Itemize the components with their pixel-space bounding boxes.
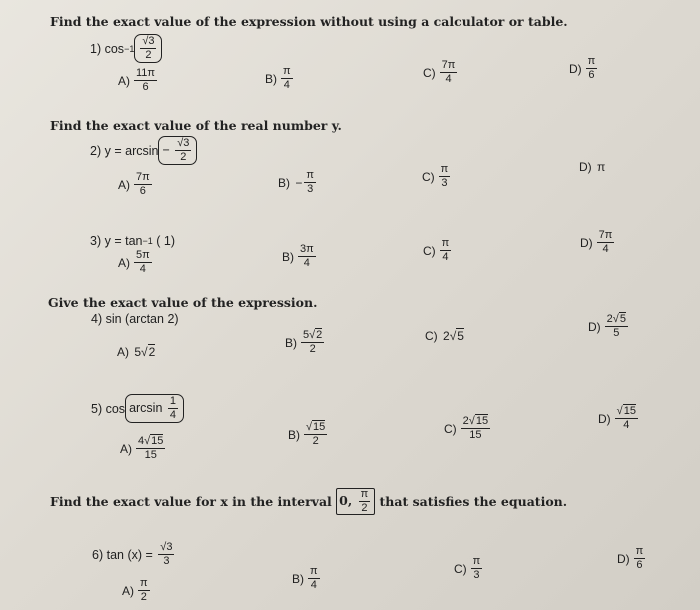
q6-rhs-num: √3 (160, 541, 173, 553)
q6-d-label: D) (617, 551, 630, 566)
q2-option-c[interactable] (422, 164, 452, 189)
q1-option-c[interactable] (423, 60, 459, 85)
question-6 (92, 542, 176, 567)
interval-left: 0, (339, 493, 353, 508)
q1-number: 1) (90, 41, 102, 56)
q2-sign: − (162, 142, 170, 157)
q5-option-a[interactable]: A) $\frac{4√15}{15}$ (120, 435, 164, 461)
q1-exp: −1 (124, 43, 135, 54)
q4-c-coef: 2 (443, 328, 450, 343)
q1-bracket (134, 34, 162, 63)
q2-number: 2) (90, 143, 102, 158)
section-4-suffix: that satisfies the equation. (379, 494, 568, 509)
q5-a-coef: 4 (138, 435, 145, 447)
q1-d-den: 6 (588, 69, 595, 81)
q3-b-num: 3π (300, 243, 314, 255)
q1-c-label: C) (423, 65, 436, 80)
q3-exp: −1 (142, 236, 153, 246)
q4-a-label: A) (117, 344, 129, 359)
q6-c-den: 3 (473, 569, 480, 581)
q4-d-label: D) (588, 319, 601, 334)
q3-d-num: 7π (598, 229, 613, 241)
q1-b-label: B) (265, 71, 277, 86)
q6-a-num: π (140, 577, 148, 589)
q5-c-coef: 2 (462, 415, 469, 427)
q2-b-label: B) (278, 175, 290, 190)
q4-option-c[interactable]: C) 2 √ 5 (425, 328, 464, 343)
question-3 (90, 234, 175, 248)
q5-arg-den: 4 (169, 409, 177, 421)
q6-option-a[interactable] (122, 578, 152, 603)
q5-a-rad: 15 (151, 435, 164, 447)
q5-arg-num: 1 (169, 395, 177, 407)
q1-b-num: π (283, 65, 291, 77)
section-4-prefix: Find the exact value for x in the interval (50, 494, 332, 509)
q1-d-num: π (587, 55, 596, 67)
q1-option-d[interactable] (569, 56, 599, 81)
interval-bracket (336, 488, 375, 515)
q5-c-rad: 15 (475, 415, 489, 427)
q6-option-d[interactable] (617, 546, 647, 571)
q4-c-rad: 5 (457, 329, 464, 343)
q1-arg-den: 2 (145, 49, 152, 61)
question-5 (91, 394, 184, 423)
q3-lhs: y = (104, 234, 122, 248)
q6-a-label: A) (122, 583, 134, 598)
q2-b-sign: − (295, 175, 303, 190)
q6-number: 6) (92, 547, 104, 562)
q2-a-num: 7π (136, 171, 150, 183)
q5-a-den: 15 (144, 449, 157, 461)
q5-c-den: 15 (469, 429, 482, 441)
q5-inner: arcsin (129, 400, 163, 415)
q1-b-den: 4 (283, 79, 290, 91)
q6-c-label: C) (454, 561, 467, 576)
q1-func: cos (104, 41, 125, 56)
q6-b-label: B) (292, 571, 304, 586)
q4-b-label: B) (285, 335, 297, 350)
q4-d-coef: 2 (606, 313, 613, 325)
q3-option-d[interactable] (580, 230, 616, 255)
q5-bracket (125, 394, 184, 423)
q2-func: arcsin (125, 143, 159, 158)
q6-lhs: tan (x) = (106, 547, 153, 562)
q5-b-den: 2 (312, 435, 319, 447)
q2-option-d[interactable] (579, 160, 605, 174)
q1-c-den: 4 (445, 73, 452, 85)
q3-d-label: D) (580, 235, 593, 250)
q3-option-a[interactable] (118, 250, 154, 275)
q1-arg-num: √3 (142, 35, 155, 47)
q2-b-num: π (306, 169, 314, 181)
section-1-title: Find the exact value of the expression without using a calculator or table. (50, 14, 568, 29)
q5-a-label: A) (120, 441, 132, 456)
question-1 (90, 34, 162, 63)
q2-option-b[interactable] (278, 170, 318, 195)
q5-func: cos (105, 401, 126, 416)
question-4 (91, 312, 179, 326)
q6-d-den: 6 (636, 559, 643, 571)
q6-b-den: 4 (310, 579, 317, 591)
q3-d-den: 4 (602, 243, 609, 255)
q3-number: 3) (90, 234, 102, 248)
interval-den: 2 (361, 502, 368, 514)
q5-b-rad: 15 (313, 421, 326, 433)
q2-a-den: 6 (139, 185, 146, 197)
q3-func: tan (125, 234, 143, 248)
q4-b-rad: 2 (316, 329, 323, 341)
q1-a-num: 11π (136, 67, 156, 79)
q4-b-coef: 5 (303, 329, 310, 341)
q1-c-num: 7π (441, 59, 456, 71)
q6-rhs-den: 3 (163, 555, 170, 567)
q4-option-a[interactable]: A) 5 √ 2 (117, 344, 156, 359)
q4-d-rad: 5 (619, 313, 626, 325)
q4-option-d[interactable]: D) $\frac{2√5}{5}$ (588, 313, 626, 339)
section-2-title: Find the exact value of the real number y. (50, 118, 342, 133)
q2-lhs: y = (104, 143, 122, 158)
q6-option-c[interactable] (454, 556, 484, 581)
q2-bracket (158, 136, 197, 165)
q2-arg-num: √3 (177, 137, 190, 149)
q2-a-label: A) (118, 177, 130, 192)
q3-b-label: B) (282, 249, 294, 264)
q3-c-num: π (441, 237, 450, 249)
q2-c-num: π (440, 163, 449, 175)
q2-c-label: C) (422, 169, 435, 184)
q1-a-label: A) (118, 73, 130, 88)
q2-d-value: π (597, 160, 606, 174)
q3-a-num: 5π (136, 249, 150, 261)
q5-d-rad: 15 (623, 405, 636, 417)
q1-option-b[interactable] (265, 66, 295, 91)
q6-a-den: 2 (140, 591, 147, 603)
q2-arg-den: 2 (180, 151, 187, 163)
interval-num: π (360, 488, 369, 500)
q3-option-b[interactable] (282, 244, 318, 269)
q4-option-b[interactable]: B) $\frac{5√2}{2}$ (285, 329, 323, 355)
q4-number: 4) (91, 312, 103, 326)
q5-c-label: C) (444, 421, 457, 436)
q6-option-b[interactable] (292, 566, 322, 591)
q4-a-rad: 2 (148, 345, 156, 359)
q4-d-den: 5 (613, 327, 620, 339)
q5-option-d[interactable]: D) $\frac{√15}{4}$ (598, 405, 636, 431)
q2-b-den: 3 (307, 183, 314, 195)
q3-arg: ( 1) (156, 234, 176, 248)
q2-option-a[interactable] (118, 172, 154, 197)
q5-option-b[interactable]: B) $\frac{√15}{2}$ (288, 421, 326, 447)
q3-c-den: 4 (442, 251, 449, 263)
q5-d-den: 4 (623, 419, 630, 431)
q4-c-label: C) (425, 328, 438, 343)
q4-b-den: 2 (309, 343, 316, 355)
q4-a-coef: 5 (134, 344, 142, 359)
q5-number: 5) (91, 401, 103, 416)
q4-expr: sin (arctan 2) (105, 312, 179, 326)
q6-b-num: π (310, 565, 318, 577)
q3-a-label: A) (118, 255, 130, 270)
q3-option-c[interactable] (423, 238, 453, 263)
q5-b-label: B) (288, 427, 300, 442)
q3-c-label: C) (423, 243, 436, 258)
q6-c-num: π (472, 555, 481, 567)
q5-option-c[interactable]: C) $\frac{2√15}{15}$ (444, 415, 489, 441)
q1-d-label: D) (569, 61, 582, 76)
q1-option-a[interactable] (118, 68, 159, 93)
q2-d-label: D) (579, 160, 592, 174)
section-3-title: Give the exact value of the expression. (48, 295, 318, 310)
q1-a-den: 6 (142, 81, 149, 93)
q3-a-den: 4 (139, 263, 146, 275)
section-4-title (50, 488, 567, 515)
q3-b-den: 4 (303, 257, 310, 269)
question-2 (90, 136, 197, 165)
q2-c-den: 3 (441, 177, 448, 189)
q6-d-num: π (635, 545, 644, 557)
q5-d-label: D) (598, 411, 611, 426)
